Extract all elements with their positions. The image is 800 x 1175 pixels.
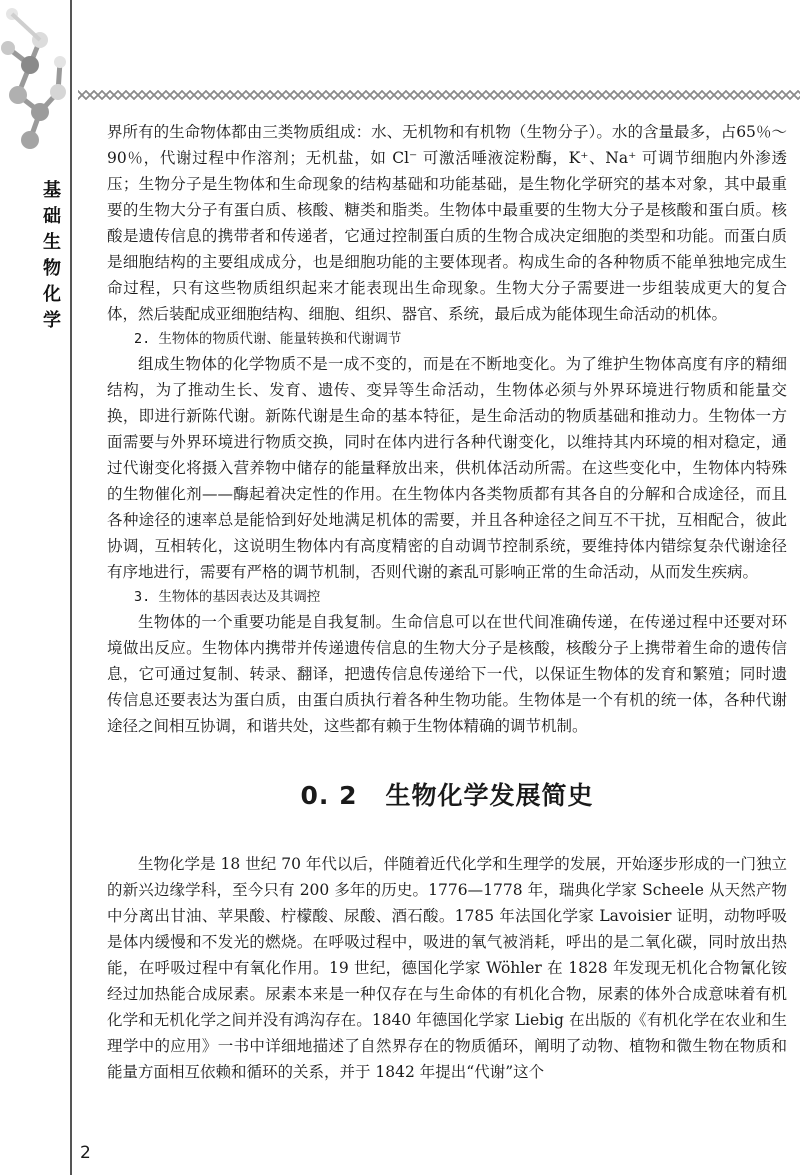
paragraph-gene-expression: 生物体的一个重要功能是自我复制。生命信息可以在世代间准确传递，在传递过程中还要对环境做出反应。生物体内携带并传递遗传信息的生物大分子是核酸，核酸分子上携带着生命的遗传信息，它可通过复制、转录、翻译，把遗传信息传递给下一代，以保证生物体的发育和繁殖；同时遗传信息还要表达为蛋白质，由蛋白质执行着各种生物功能。生物体是一个有机的统一体，各种代谢途径之间相互协调，和谐共处，这些都有赖于生物体精确的调节机制。 xyxy=(107,613,787,735)
page-body xyxy=(107,119,787,1085)
paragraph-continued: 界所有的生命物体都由三类物质组成：水、无机物和有机物（生物分子）。水的含量最多，占65％～90％，代谢过程中作溶剂；无机盐，如 Cl⁻ 可激活唾液淀粉酶，K⁺、Na⁺ 可调节细胞内外渗透压；生物分子是生物体和生命现象的结构基础和功能基础，是生物化学研究的基本对象，其中最重要的生物大分子有蛋白质、核酸、糖类和脂类。生物体中最重要的生物大分子是核酸和蛋白质。核酸是遗传信息的携带者和传递者，它通过控制蛋白质的生物合成决定细胞的类型和功能。而蛋白质是细胞结构的主要组成成分，也是细胞功能的主要体现者。构成生命的各种物质不能单独地完成生命过程，只有这些物质组织起来才能表现出生命现象。生物大分子需要进一步组装成更大的复合体，然后装配成亚细胞结构、细胞、组织、器官、系统，最后成为能体现生命活动的机体。 xyxy=(107,123,787,323)
side-title-char: 学 xyxy=(43,310,61,331)
paragraph-history: 生物化学是 18 世纪 70 年代以后，伴随着近代化学和生理学的发展，开始逐步形成的一门独立的新兴边缘学科，至今只有 200 多年的历史。1776—1778 年，瑞典化学家 Scheele 从天然产物中分离出甘油、苹果酸、柠檬酸、尿酸、酒石酸。1785 年法国化学家 Lavoisier 证明，动物呼吸是体内缓慢和不发光的燃烧。在呼吸过程中，吸进的氧气被消耗，呼出的是二氧化碳，同时放出热能，在呼吸过程中有氧化作用。19 世纪，德国化学家 Wöhler 在 1828 年发现无机化合物氰化铵经过加热能合成尿素。尿素本来是一种仅存在与生命体的有机化合物，尿素的体外合成意味着有机化学和无机化学之间并没有鸿沟存在。1840 年德国化学家 Liebig 在出版的《有机化学在农业和生理学中的应用》一书中详细地描述了自然界存在的物质循环，阐明了动物、植物和微生物在物质和能量方面相互依赖和循环的关系，并于 1842 年提出“代谢”这个 xyxy=(107,855,787,1081)
side-title-char: 础 xyxy=(43,206,61,227)
molecule-decoration xyxy=(0,0,78,175)
section-title: 生物化学发展简史 xyxy=(385,781,594,810)
side-title-char: 物 xyxy=(43,258,61,279)
section-number: 0. 2 xyxy=(300,781,358,810)
side-title-char: 基 xyxy=(43,180,61,201)
header-border xyxy=(78,90,800,100)
subheading-gene-expression: 3. 生物体的基因表达及其调控 xyxy=(134,589,321,605)
paragraph-metabolism: 组成生物体的化学物质不是一成不变的，而是在不断地变化。为了维护生物体高度有序的精细结构，为了推动生长、发育、遗传、变异等生命活动，生物体必须与外界环境进行物质和能量交换，即进行新陈代谢。新陈代谢是生命的基本特征，是生命活动的物质基础和推动力。生物体一方面需要与外界环境进行物质交换，同时在体内进行各种代谢变化，以维持其内环境的相对稳定，通过代谢变化将摄入营养物中储存的能量释放出来，供机体活动所需。在这些变化中，生物体内特殊的生物催化剂——酶起着决定性的作用。在生物体内各类物质都有其各自的分解和合成途径，而且各种途径的速率总是能恰到好处地满足机体的需要，并且各种途径之间互不干扰，互相配合，彼此协调，互相转化，这说明生物体内有高度精密的自动调节控制系统，要维持体内错综复杂代谢途径有序地进行，需要有严格的调节机制，否则代谢的紊乱可影响正常的生命活动，从而发生疾病。 xyxy=(107,355,787,581)
page-number: 2 xyxy=(80,1143,91,1163)
book-title-vertical xyxy=(38,178,66,334)
margin-rule xyxy=(70,0,72,1175)
side-title-char: 化 xyxy=(43,284,61,305)
side-title-char: 生 xyxy=(43,232,61,253)
subheading-metabolism: 2. 生物体的物质代谢、能量转换和代谢调节 xyxy=(134,331,402,347)
section-heading xyxy=(107,779,787,813)
